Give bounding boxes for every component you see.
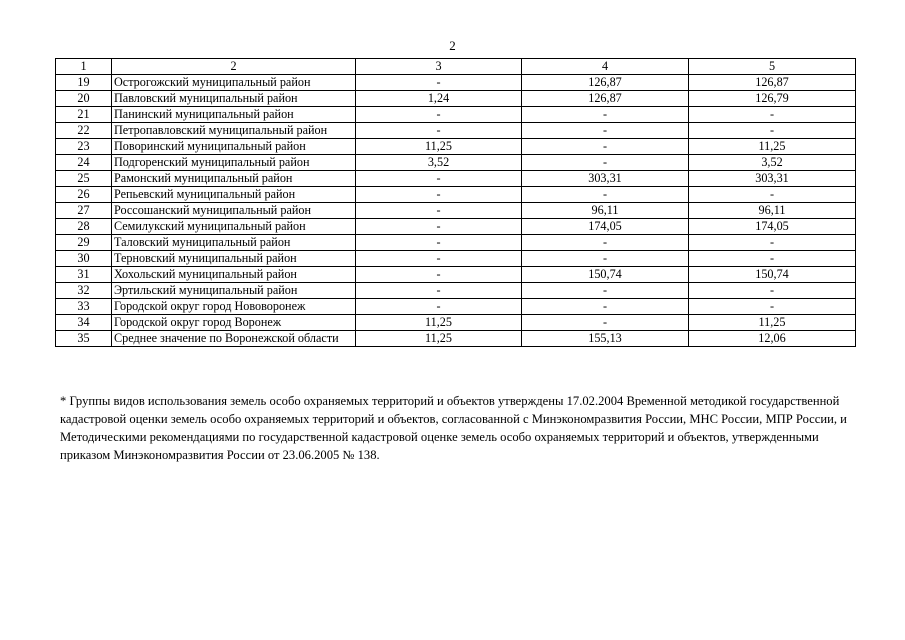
row-number-cell: 35 (56, 331, 112, 347)
row-number-cell: 27 (56, 203, 112, 219)
footnote: * Группы видов использования земель особо охраняемых территорий и объектов утверждены 17.02.2004 Временной методикой государственной кадастровой оценки земель особо охраняемых территорий и объектов, согласованной с Минэкономразвития России, МНС России, МПР России, и Методическими рекомендациями по государственной кадастровой оценке земель особо охраняемых территорий и объектов, утвержденными приказом Минэкономразвития России от 23.06.2005 № 138. (60, 394, 847, 462)
row-number-cell: 32 (56, 283, 112, 299)
value-col3-cell: 11,25 (356, 331, 522, 347)
district-name-cell: Репьевский муниципальный район (112, 187, 356, 203)
value-col4-cell: - (522, 235, 689, 251)
column-header-5: 5 (689, 59, 856, 75)
value-col4-cell: - (522, 155, 689, 171)
value-col3-cell: - (356, 267, 522, 283)
value-col3-cell: - (356, 219, 522, 235)
table-row (56, 299, 856, 315)
value-col5-cell: - (689, 123, 856, 139)
value-col5-cell: - (689, 107, 856, 123)
value-col4-cell: - (522, 299, 689, 315)
row-number-cell: 26 (56, 187, 112, 203)
value-col3-cell: - (356, 107, 522, 123)
value-col4-cell: 126,87 (522, 91, 689, 107)
value-col5-cell: - (689, 235, 856, 251)
district-name-cell: Рамонский муниципальный район (112, 171, 356, 187)
table-row (56, 203, 856, 219)
value-col4-cell: - (522, 251, 689, 267)
value-col5-cell: 96,11 (689, 203, 856, 219)
district-name-cell: Панинский муниципальный район (112, 107, 356, 123)
value-col4-cell: 126,87 (522, 75, 689, 91)
district-name-cell: Таловский муниципальный район (112, 235, 356, 251)
table-row (56, 235, 856, 251)
row-number-cell: 23 (56, 139, 112, 155)
table-row (56, 219, 856, 235)
district-name-cell: Острогожский муниципальный район (112, 75, 356, 91)
value-col3-cell: - (356, 203, 522, 219)
district-name-cell: Семилукский муниципальный район (112, 219, 356, 235)
row-number-cell: 21 (56, 107, 112, 123)
value-col4-cell: - (522, 123, 689, 139)
column-header-2: 2 (112, 59, 356, 75)
table-body (56, 75, 856, 347)
district-name-cell: Среднее значение по Воронежской области (112, 331, 356, 347)
district-name-cell: Поворинский муниципальный район (112, 139, 356, 155)
row-number-cell: 19 (56, 75, 112, 91)
row-number-cell: 29 (56, 235, 112, 251)
table-row (56, 139, 856, 155)
value-col4-cell: - (522, 283, 689, 299)
value-col4-cell: 150,74 (522, 267, 689, 283)
value-col5-cell: 3,52 (689, 155, 856, 171)
value-col4-cell: 155,13 (522, 331, 689, 347)
district-name-cell: Терновский муниципальный район (112, 251, 356, 267)
table-row (56, 91, 856, 107)
value-col3-cell: 3,52 (356, 155, 522, 171)
district-name-cell: Россошанский муниципальный район (112, 203, 356, 219)
value-col3-cell: - (356, 299, 522, 315)
district-name-cell: Хохольский муниципальный район (112, 267, 356, 283)
value-col3-cell: - (356, 75, 522, 91)
row-number-cell: 33 (56, 299, 112, 315)
value-col4-cell: 174,05 (522, 219, 689, 235)
district-name-cell: Городской округ город Воронеж (112, 315, 356, 331)
value-col3-cell: - (356, 251, 522, 267)
value-col5-cell: 126,79 (689, 91, 856, 107)
value-col5-cell: - (689, 251, 856, 267)
row-number-cell: 34 (56, 315, 112, 331)
value-col5-cell: - (689, 187, 856, 203)
value-col5-cell: 150,74 (689, 267, 856, 283)
row-number-cell: 31 (56, 267, 112, 283)
value-col5-cell: 126,87 (689, 75, 856, 91)
value-col3-cell: - (356, 283, 522, 299)
value-col5-cell: - (689, 283, 856, 299)
row-number-cell: 25 (56, 171, 112, 187)
value-col5-cell: 174,05 (689, 219, 856, 235)
table-row (56, 331, 856, 347)
row-number-cell: 22 (56, 123, 112, 139)
value-col4-cell: - (522, 315, 689, 331)
value-col4-cell: 303,31 (522, 171, 689, 187)
value-col5-cell: 11,25 (689, 315, 856, 331)
table-row (56, 107, 856, 123)
column-header-4: 4 (522, 59, 689, 75)
value-col5-cell: 11,25 (689, 139, 856, 155)
table-row (56, 251, 856, 267)
district-name-cell: Петропавловский муниципальный район (112, 123, 356, 139)
table-row (56, 267, 856, 283)
table-row (56, 75, 856, 91)
table-row (56, 283, 856, 299)
value-col3-cell: - (356, 187, 522, 203)
data-table (55, 58, 856, 347)
value-col4-cell: - (522, 139, 689, 155)
row-number-cell: 30 (56, 251, 112, 267)
table-row (56, 187, 856, 203)
district-name-cell: Павловский муниципальный район (112, 91, 356, 107)
table-row (56, 123, 856, 139)
value-col4-cell: 96,11 (522, 203, 689, 219)
value-col5-cell: 12,06 (689, 331, 856, 347)
value-col3-cell: - (356, 123, 522, 139)
row-number-cell: 28 (56, 219, 112, 235)
table-row (56, 155, 856, 171)
value-col3-cell: - (356, 235, 522, 251)
value-col3-cell: 11,25 (356, 139, 522, 155)
table-row (56, 171, 856, 187)
value-col3-cell: 1,24 (356, 91, 522, 107)
value-col4-cell: - (522, 187, 689, 203)
value-col5-cell: - (689, 299, 856, 315)
value-col3-cell: - (356, 171, 522, 187)
row-number-cell: 24 (56, 155, 112, 171)
district-name-cell: Эртильский муниципальный район (112, 283, 356, 299)
district-name-cell: Подгоренский муниципальный район (112, 155, 356, 171)
page-number: 2 (449, 38, 456, 53)
table-header-row (56, 59, 856, 75)
value-col4-cell: - (522, 107, 689, 123)
value-col3-cell: 11,25 (356, 315, 522, 331)
district-name-cell: Городской округ город Нововоронеж (112, 299, 356, 315)
table-row (56, 315, 856, 331)
row-number-cell: 20 (56, 91, 112, 107)
column-header-1: 1 (56, 59, 112, 75)
value-col5-cell: 303,31 (689, 171, 856, 187)
column-header-3: 3 (356, 59, 522, 75)
